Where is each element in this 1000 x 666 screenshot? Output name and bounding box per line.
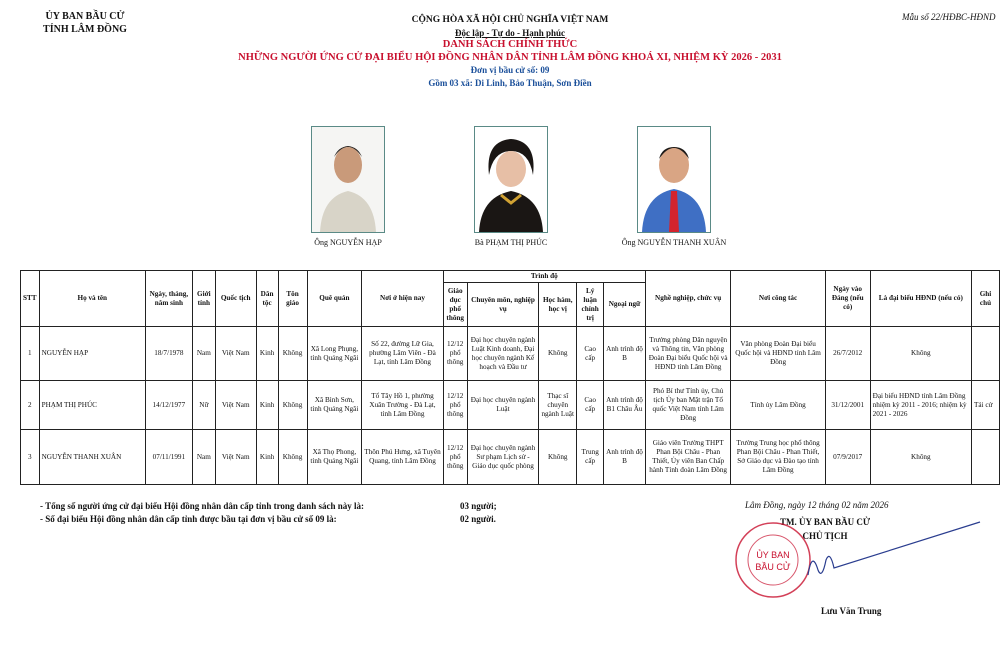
cell-note <box>971 327 999 381</box>
cell-job: Trưởng phòng Dân nguyện và Thông tin, Văn phòng Đoàn Đại biểu Quốc hội và HĐND tỉnh Lâm Đồng <box>645 327 730 381</box>
document-heading <box>200 14 820 89</box>
cell-language: Anh trình độ B <box>604 327 646 381</box>
cell-workplace: Tỉnh ủy Lâm Đồng <box>731 381 825 430</box>
col-gender: Giới tính <box>192 271 215 327</box>
cell-religion: Không <box>278 430 307 485</box>
signature <box>800 520 990 590</box>
cell-delegate: Không <box>870 327 971 381</box>
seats-value: 02 người. <box>460 514 496 524</box>
cell-nationality: Việt Nam <box>215 430 256 485</box>
total-label: - Tổng số người ứng cử đại biểu Hội đồng nhân dân cấp tỉnh trong danh sách này là: <box>40 501 364 511</box>
col-general: Giáo dục phổ thông <box>443 283 467 327</box>
cell-nationality: Việt Nam <box>215 327 256 381</box>
col-name: Họ và tên <box>39 271 145 327</box>
candidate-photo-3 <box>637 126 711 233</box>
col-residence: Nơi ở hiện nay <box>362 271 443 327</box>
cell-degree: Không <box>539 327 577 381</box>
page-subtitle: NHỮNG NGƯỜI ỨNG CỬ ĐẠI BIỂU HỘI ĐỒNG NHÂN DÂN TỈNH LÂM ĐỒNG KHOÁ XI, NHIỆM KỲ 2026 - 2031 <box>238 51 782 63</box>
cell-job: Giáo viên Trường THPT Phan Bội Châu - Phan Thiết, Ủy viên Ban Chấp hành Tỉnh đoàn Lâm Đồng <box>645 430 730 485</box>
cell-general: 12/12 phổ thông <box>443 381 467 430</box>
cell-nationality: Việt Nam <box>215 381 256 430</box>
col-note: Ghi chú <box>971 271 999 327</box>
cell-residence: Số 22, đường Lữ Gia, phường Lâm Viên - Đà Lạt, tỉnh Lâm Đồng <box>362 327 443 381</box>
cell-residence: Thôn Phú Hưng, xã Tuyên Quang, tỉnh Lâm Đồng <box>362 430 443 485</box>
summary <box>40 500 497 526</box>
cell-gender: Nữ <box>192 381 215 430</box>
form-number: Mẫu số 22/HĐBC-HĐND <box>902 12 996 22</box>
cell-workplace: Trường Trung học phổ thông Phan Bội Châu - Phan Thiết, Sở Giáo dục và Đào tạo tỉnh Lâm Đồng <box>731 430 825 485</box>
cell-name: PHẠM THỊ PHÚC <box>39 381 145 430</box>
table-row <box>21 381 1000 430</box>
cell-name: NGUYỄN HẠP <box>39 327 145 381</box>
col-language: Ngoại ngữ <box>604 283 646 327</box>
cell-job: Phó Bí thư Tỉnh ủy, Chủ tịch Ủy ban Mặt trận Tổ quốc Việt Nam tỉnh Lâm Đồng <box>645 381 730 430</box>
col-degree: Học hàm, học vị <box>539 283 577 327</box>
cell-ethnic: Kinh <box>256 430 278 485</box>
cell-stt: 1 <box>21 327 40 381</box>
candidate-table <box>20 270 1000 485</box>
table-row <box>21 327 1000 381</box>
issuer-line1: ỦY BAN BẦU CỬ <box>45 11 125 22</box>
cell-hometown: Xã Bình Sơn, tỉnh Quảng Ngãi <box>307 381 362 430</box>
cell-note <box>971 430 999 485</box>
cell-note: Tái cử <box>971 381 999 430</box>
cell-political: Trung cấp <box>577 430 604 485</box>
photo-caption-2: Bà PHẠM THỊ PHÚC <box>474 238 548 247</box>
cell-degree: Thạc sĩ chuyên ngành Luật <box>539 381 577 430</box>
col-job: Nghề nghiệp, chức vụ <box>645 271 730 327</box>
cell-professional: Đại học chuyên ngành Luật <box>467 381 539 430</box>
col-dob: Ngày, tháng, năm sinh <box>145 271 192 327</box>
cell-dob: 14/12/1977 <box>145 381 192 430</box>
col-workplace: Nơi công tác <box>731 271 825 327</box>
communes: Gồm 03 xã: Di Linh, Bảo Thuận, Sơn Điền <box>428 77 592 88</box>
cell-gender: Nam <box>192 327 215 381</box>
issuer-line2: TỈNH LÂM ĐỒNG <box>43 24 127 35</box>
col-political: Lý luận chính trị <box>577 283 604 327</box>
col-religion: Tôn giáo <box>278 271 307 327</box>
cell-hometown: Xã Long Phụng, tỉnh Quảng Ngãi <box>307 327 362 381</box>
col-stt: STT <box>21 271 40 327</box>
svg-text:ỦY BAN: ỦY BAN <box>756 550 790 560</box>
issuer <box>30 10 140 36</box>
candidate-photo-1 <box>311 126 385 233</box>
col-ethnic: Dân tộc <box>256 271 278 327</box>
national-title: CỘNG HÒA XÃ HỘI CHỦ NGHĨA VIỆT NAM <box>411 15 609 25</box>
cell-ethnic: Kinh <box>256 381 278 430</box>
col-delegate: Là đại biểu HĐND (nếu có) <box>870 271 971 327</box>
candidate-photo-2 <box>474 126 548 233</box>
cell-language: Anh trình độ B1 Châu Âu <box>604 381 646 430</box>
cell-workplace: Văn phòng Đoàn Đại biểu Quốc hội và HĐND tỉnh Lâm Đồng <box>731 327 825 381</box>
cell-professional: Đại học chuyên ngành Luật Kinh doanh, Đại học chuyên ngành Kế hoạch và Đầu tư <box>467 327 539 381</box>
cell-dob: 18/7/1978 <box>145 327 192 381</box>
page-title: DANH SÁCH CHÍNH THỨC <box>442 39 578 50</box>
cell-delegate: Không <box>870 430 971 485</box>
svg-text:BẦU CỬ: BẦU CỬ <box>755 562 791 572</box>
col-party: Ngày vào Đảng (nếu có) <box>825 271 870 327</box>
cell-degree: Không <box>539 430 577 485</box>
col-hometown: Quê quán <box>307 271 362 327</box>
cell-party: 07/9/2017 <box>825 430 870 485</box>
cell-hometown: Xã Thọ Phong, tỉnh Quảng Ngãi <box>307 430 362 485</box>
cell-name: NGUYỄN THANH XUÂN <box>39 430 145 485</box>
cell-party: 31/12/2001 <box>825 381 870 430</box>
photo-caption-1: Ông NGUYỄN HẠP <box>314 238 382 247</box>
cell-general: 12/12 phổ thông <box>443 430 467 485</box>
cell-party: 26/7/2012 <box>825 327 870 381</box>
col-level: Trình độ <box>443 271 645 283</box>
motto: Độc lập - Tự do - Hạnh phúc <box>454 27 565 38</box>
on-behalf: TM. ỦY BAN BẦU CỬ <box>779 517 871 527</box>
cell-delegate: Đại biểu HĐND tỉnh Lâm Đồng nhiệm kỳ 2011 - 2016; nhiệm kỳ 2021 - 2026 <box>870 381 971 430</box>
cell-stt: 3 <box>21 430 40 485</box>
cell-political: Cao cấp <box>577 327 604 381</box>
cell-professional: Đại học chuyên ngành Sư phạm Lịch sử - Giáo dục quốc phòng <box>467 430 539 485</box>
photo-caption-3: Ông NGUYỄN THANH XUÂN <box>621 238 727 247</box>
seats-label: - Số đại biểu Hội đồng nhân dân cấp tỉnh được bầu tại đơn vị bầu cử số 09 là: <box>40 514 337 524</box>
cell-residence: Tổ Tây Hồ 1, phường Xuân Trường - Đà Lạt, tỉnh Lâm Đồng <box>362 381 443 430</box>
cell-general: 12/12 phổ thông <box>443 327 467 381</box>
cell-gender: Nam <box>192 430 215 485</box>
cell-religion: Không <box>278 381 307 430</box>
cell-dob: 07/11/1991 <box>145 430 192 485</box>
cell-ethnic: Kinh <box>256 327 278 381</box>
cell-political: Cao cấp <box>577 381 604 430</box>
cell-stt: 2 <box>21 381 40 430</box>
col-nationality: Quốc tịch <box>215 271 256 327</box>
signer-name: Lưu Văn Trung <box>821 606 882 616</box>
cell-religion: Không <box>278 327 307 381</box>
electoral-unit: Đơn vị bầu cử số: 09 <box>470 65 550 75</box>
col-professional: Chuyên môn, nghiệp vụ <box>467 283 539 327</box>
cell-language: Anh trình độ B <box>604 430 646 485</box>
total-value: 03 người; <box>460 501 497 511</box>
table-row <box>21 430 1000 485</box>
signer-position: CHỦ TỊCH <box>802 531 848 541</box>
sign-date: Lâm Đồng, ngày 12 tháng 02 năm 2026 <box>745 500 889 510</box>
